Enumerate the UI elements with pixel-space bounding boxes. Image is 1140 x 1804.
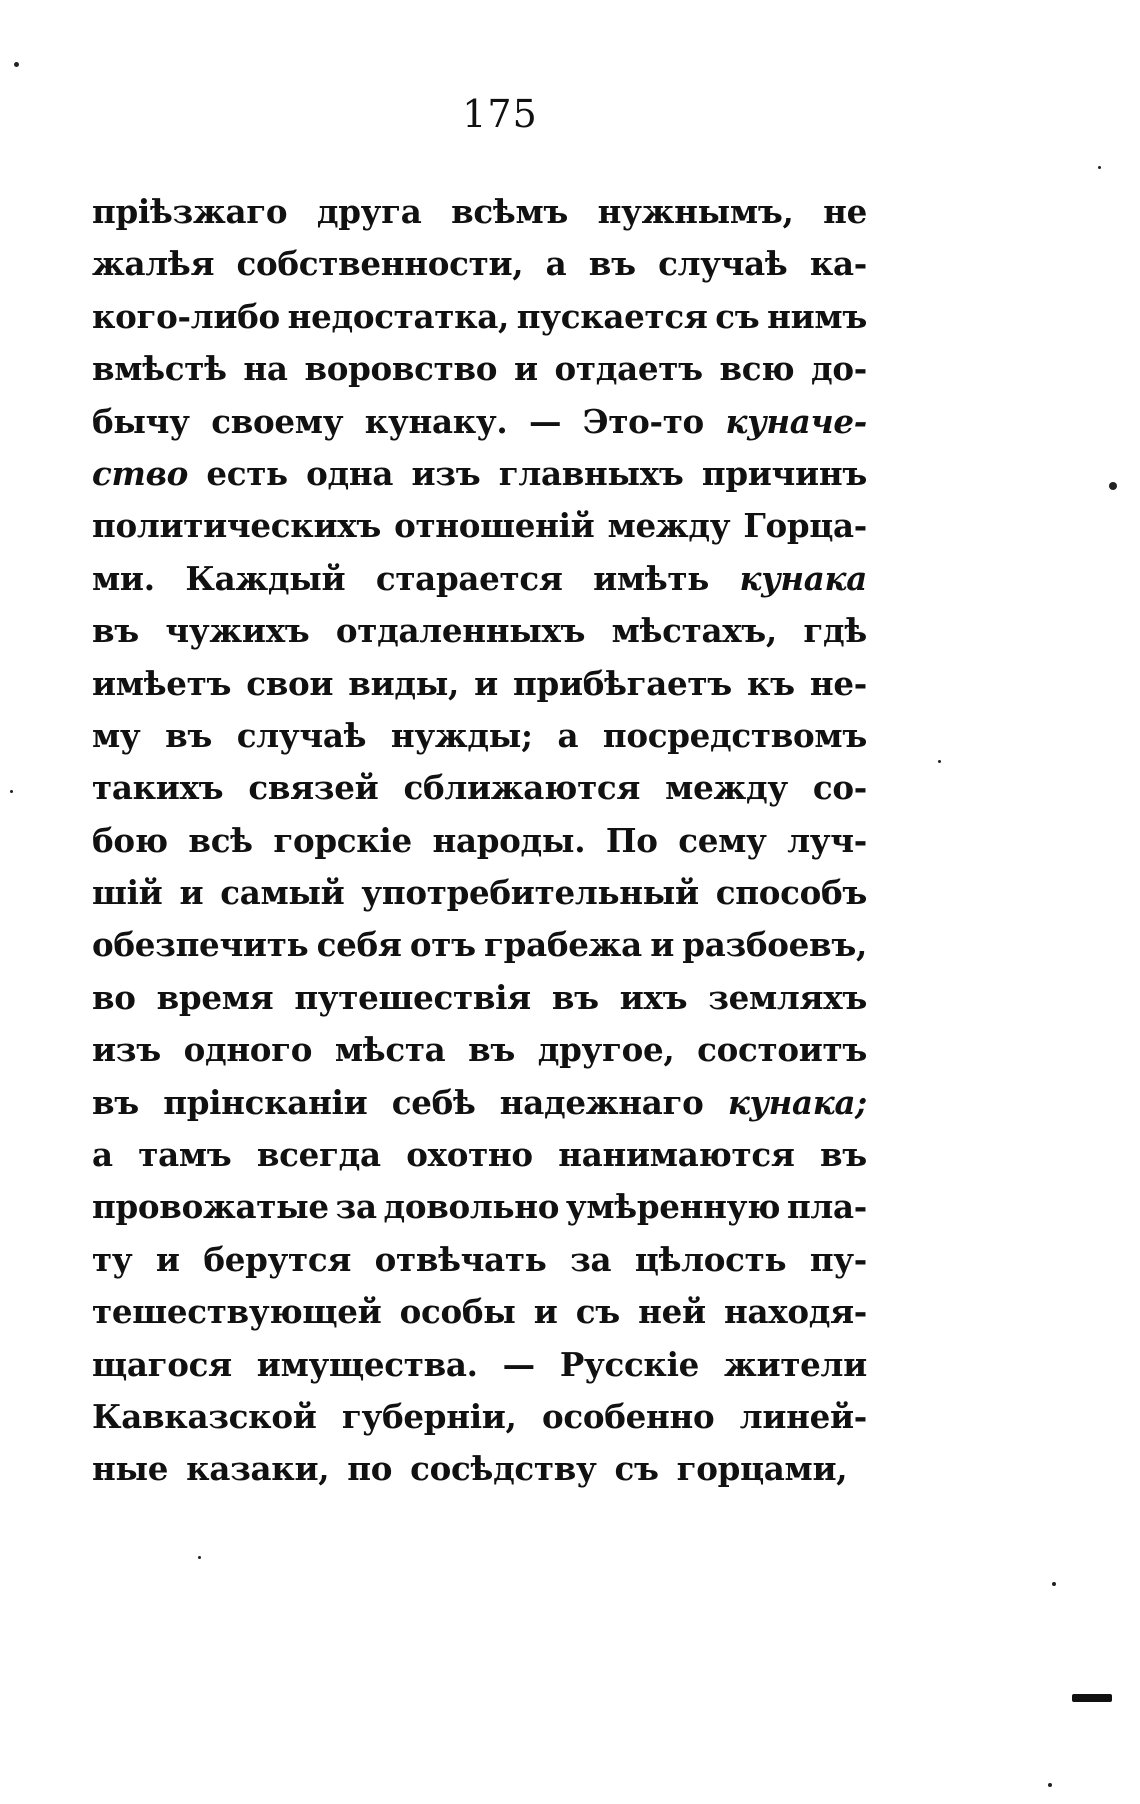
word: пріѣзжаго <box>92 192 288 231</box>
word: себя <box>316 925 402 965</box>
word: другое, <box>537 1030 675 1070</box>
word: сближаются <box>403 768 641 808</box>
text-line <box>92 553 867 605</box>
word: жители <box>724 1344 867 1384</box>
word: Это-то <box>582 401 704 441</box>
word: не <box>823 192 867 231</box>
word: прінсканіи <box>163 1082 368 1122</box>
word: Кавказской <box>92 1396 317 1436</box>
word: въ <box>165 715 213 755</box>
word: такихъ <box>92 768 224 808</box>
word: путешествія <box>294 977 531 1017</box>
text-line <box>92 186 867 238</box>
word: отъ <box>409 925 476 965</box>
word: мѣстахъ, <box>611 611 777 651</box>
word: особенно <box>541 1396 715 1436</box>
word: всѣмъ <box>451 192 569 231</box>
word: и <box>179 873 204 913</box>
word: вмѣстѣ <box>92 349 227 389</box>
word: случаѣ <box>658 244 788 284</box>
text-line <box>92 867 867 919</box>
word: въ <box>92 611 139 651</box>
word: грабежа <box>484 925 642 965</box>
word: охотно <box>406 1135 533 1175</box>
word: политическихъ <box>92 506 381 546</box>
text-line <box>92 1129 867 1181</box>
text-line <box>92 762 867 814</box>
word: линей- <box>739 1396 867 1436</box>
word: жалѣя <box>92 244 215 284</box>
word: случаѣ <box>236 715 367 755</box>
text-line <box>92 1181 867 1233</box>
text-line <box>92 1234 867 1286</box>
text-line <box>92 972 867 1024</box>
scan-speck <box>1098 166 1101 169</box>
word: берутся <box>203 1239 352 1279</box>
word: главныхъ <box>498 453 684 493</box>
word: по <box>347 1449 393 1489</box>
word: прибѣгаетъ <box>513 663 732 703</box>
italic-word: ство <box>92 453 188 493</box>
word: со- <box>812 768 867 808</box>
scan-speck <box>10 790 13 793</box>
word: собственности, <box>236 244 524 284</box>
word: а <box>545 244 567 284</box>
text-line <box>92 605 867 657</box>
word: свои <box>246 663 334 703</box>
word: друга <box>316 192 422 231</box>
word: съ <box>575 1292 620 1332</box>
text-line <box>92 396 867 448</box>
word: за <box>570 1239 612 1279</box>
word: нанимаются <box>558 1135 795 1175</box>
word: въ <box>468 1030 516 1070</box>
word: По <box>605 820 658 860</box>
word: старается <box>375 558 563 598</box>
word: особы <box>399 1292 516 1332</box>
word: горскіе <box>273 820 412 860</box>
word: Каждый <box>185 558 346 598</box>
word: шій <box>92 873 163 913</box>
italic-word: кунака <box>739 558 867 598</box>
word: недостатка, <box>287 296 510 336</box>
word: всѣ <box>188 820 253 860</box>
word: имѣть <box>593 558 709 598</box>
text-line <box>92 815 867 867</box>
word: нужнымъ, <box>597 192 794 231</box>
word: ные <box>92 1449 169 1489</box>
word: одного <box>183 1030 313 1070</box>
word: до- <box>811 349 867 389</box>
word: кого-либо <box>92 296 280 336</box>
word: — <box>502 1344 535 1384</box>
word: состоитъ <box>697 1030 867 1070</box>
word: отвѣчать <box>374 1239 547 1279</box>
word: народы. <box>432 820 586 860</box>
scan-smudge <box>1072 1694 1112 1702</box>
word: — <box>528 401 562 441</box>
word: горцами, <box>676 1449 848 1489</box>
word: своему <box>211 401 344 441</box>
word: во <box>92 977 136 1017</box>
word: мѣста <box>334 1030 446 1070</box>
text-line <box>92 238 867 290</box>
text-line <box>92 1024 867 1076</box>
word: а <box>92 1135 113 1175</box>
word: умѣренную <box>565 1187 781 1227</box>
word: сосѣдству <box>410 1449 597 1489</box>
word: пускается <box>516 296 708 336</box>
word: употребительный <box>361 873 699 913</box>
word: довольно <box>383 1187 560 1227</box>
word: съ <box>715 296 760 336</box>
word: цѣлость <box>634 1239 787 1279</box>
scan-speck <box>1048 1783 1052 1787</box>
text-line <box>92 1077 867 1129</box>
word: себѣ <box>391 1082 476 1122</box>
word: и <box>513 349 538 389</box>
word: изъ <box>92 1030 161 1070</box>
text-line <box>92 291 867 343</box>
word: а <box>557 715 579 755</box>
word: пу- <box>809 1239 867 1279</box>
word: отдаленныхъ <box>335 611 586 651</box>
word: и <box>533 1292 558 1332</box>
word: луч- <box>787 820 867 860</box>
word: нимъ <box>767 296 867 336</box>
text-line <box>92 1391 867 1443</box>
word: щагося <box>92 1344 232 1384</box>
text-line <box>92 658 867 710</box>
text-line <box>92 1339 867 1391</box>
word: му <box>92 715 141 755</box>
scan-speck <box>1052 1582 1056 1586</box>
word: способъ <box>715 873 867 913</box>
word: въ <box>588 244 636 284</box>
word: ней <box>638 1292 706 1332</box>
page-number: 175 <box>462 92 538 136</box>
word: ту <box>92 1239 133 1279</box>
word: пла- <box>786 1187 867 1227</box>
word: находя- <box>724 1292 867 1332</box>
word: всегда <box>256 1135 381 1175</box>
word: Горца- <box>743 506 867 546</box>
word: земляхъ <box>708 977 867 1017</box>
text-line <box>92 1443 867 1495</box>
italic-word: кунака; <box>727 1082 867 1122</box>
word: за <box>335 1187 377 1227</box>
word: тамъ <box>138 1135 232 1175</box>
word: разбоевъ, <box>682 925 867 965</box>
word: ка- <box>809 244 867 284</box>
word: имущества. <box>256 1344 478 1384</box>
word: не- <box>809 663 867 703</box>
word: гдѣ <box>803 611 867 651</box>
text-line <box>92 1286 867 1338</box>
word: кунаку. <box>364 401 508 441</box>
word: отдаетъ <box>554 349 703 389</box>
word: причинъ <box>701 453 867 493</box>
word: чужихъ <box>165 611 310 651</box>
word: ми. <box>92 558 155 598</box>
word: сему <box>678 820 767 860</box>
scan-speck <box>14 62 19 67</box>
word: между <box>607 506 731 546</box>
word: съ <box>614 1449 659 1489</box>
word: имѣетъ <box>92 663 232 703</box>
word: надежнаго <box>499 1082 704 1122</box>
word: въ <box>92 1082 139 1122</box>
word: отношеній <box>394 506 595 546</box>
word: и <box>474 663 498 703</box>
text-line <box>92 500 867 552</box>
word: самый <box>220 873 345 913</box>
word: ихъ <box>619 977 688 1017</box>
word: бычу <box>92 401 190 441</box>
word: обезпечить <box>92 925 309 965</box>
word: Русскіе <box>559 1344 700 1384</box>
word: виды, <box>348 663 460 703</box>
word: и <box>650 925 674 965</box>
text-line <box>92 448 867 500</box>
text-line <box>92 710 867 762</box>
word: одна <box>306 453 394 493</box>
word: въ <box>820 1135 867 1175</box>
scan-speck <box>938 760 941 763</box>
body-text <box>92 186 867 1496</box>
scan-speck <box>1109 482 1117 490</box>
word: посредствомъ <box>602 715 867 755</box>
word: между <box>665 768 788 808</box>
word: въ <box>551 977 599 1017</box>
scan-speck <box>198 1556 201 1559</box>
text-line <box>92 919 867 971</box>
word: связей <box>248 768 379 808</box>
word: къ <box>747 663 795 703</box>
italic-word: куначе- <box>725 401 867 441</box>
word: всю <box>719 349 795 389</box>
word: казаки, <box>186 1449 330 1489</box>
text-line <box>92 343 867 395</box>
word: провожатые <box>92 1187 329 1227</box>
word: тешествующей <box>92 1292 382 1332</box>
word: бою <box>92 820 168 860</box>
word: время <box>156 977 274 1017</box>
word: нужды; <box>390 715 533 755</box>
word: изъ <box>411 453 481 493</box>
word: есть <box>206 453 288 493</box>
word: губерніи, <box>341 1396 517 1436</box>
word: воровство <box>304 349 498 389</box>
word: и <box>155 1239 180 1279</box>
word: на <box>243 349 288 389</box>
